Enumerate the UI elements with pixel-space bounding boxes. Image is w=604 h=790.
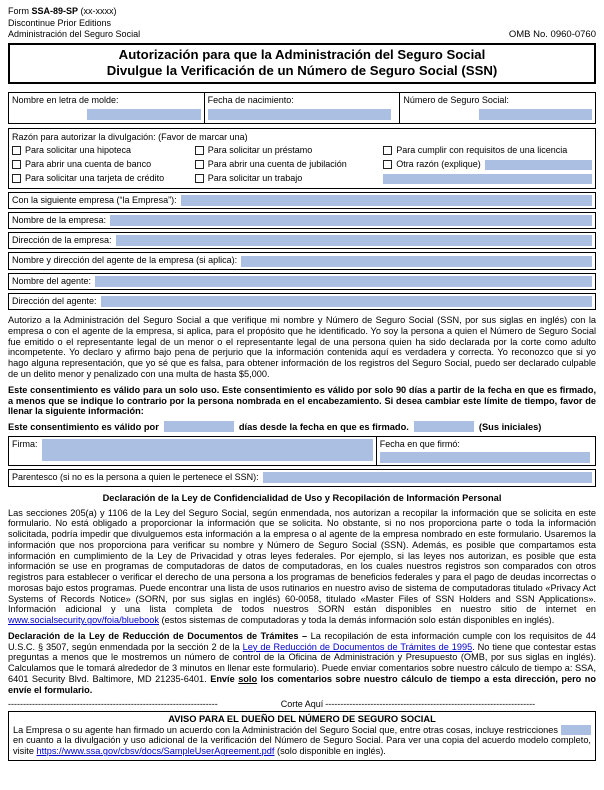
notice-field-input[interactable] [561, 725, 591, 735]
form-number-line [8, 6, 140, 18]
cut-dashes-left: ---------------------------------------------------------------------- [8, 698, 218, 709]
con-empresa-label: Con la siguiente empresa (“la Empresa”): [12, 194, 177, 205]
paperwork-text-1: La recopilación de esta información cumple con los requisitos de 44 U.S.C. § 3507, según enmendada por la sección 2 de la [8, 630, 596, 652]
checkbox-licencia[interactable] [383, 146, 392, 155]
con-empresa-input[interactable] [181, 195, 592, 206]
paperwork-bold-2: los comentarios sobre nuestro cálculo de tiempo a esta dirección, pero no envíe el formulario. [8, 674, 596, 695]
personal-info-row [8, 92, 596, 123]
reason-option-label: Para solicitar un trabajo [207, 172, 303, 183]
cut-here-label: Corte Aquí [280, 698, 324, 709]
form-number: SSA-89-SP [31, 6, 79, 16]
direccion-empresa-label: Dirección de la empresa: [12, 235, 112, 246]
privacy-act-paragraph [8, 508, 596, 626]
paperwork-text-2: . No tiene que contestar estas preguntas a menos que le mostremos un número de control de la Oficina de Administración y Presupuesto (OMB, por sus siglas en inglés). Calculamos que le tomará alrededor de 3 minutos en llenar este formulario). Puede enviar comentarios sobre nuestro cálculo de tiempo a: SSA, 6401 Security Blvd. Baltimore, MD 21235-6401. [8, 641, 597, 685]
reason-section [8, 128, 596, 189]
paperwork-heading: Declaración de la Ley de Reducción de Documentos de Trámites – [8, 630, 311, 641]
agency-name: Administración del Seguro Social [8, 29, 141, 40]
reason-option-jubilacion [195, 160, 384, 170]
ssn-cell [400, 93, 595, 122]
firma-input[interactable] [42, 439, 373, 461]
notice-text-2: (solo disponible en inglés). [274, 746, 386, 757]
validity-days-input[interactable] [164, 421, 234, 432]
parentesco-label: Parentesco (si no es la persona a quien le pertenece el SSN): [12, 472, 259, 483]
name-cell [9, 93, 205, 122]
privacy-act-heading: Declaración de la Ley de Confidencialidad de Uso y Recopilación de Información Personal [102, 492, 502, 503]
validity-line [8, 421, 596, 432]
validity-text-1: Este consentimiento es válido por [8, 421, 159, 432]
firma-cell [9, 437, 377, 465]
notice-paragraph [13, 725, 591, 757]
nombre-empresa-label: Nombre de la empresa: [12, 214, 107, 225]
checkbox-otra-razon[interactable] [383, 160, 392, 169]
reason-option-licencia [383, 146, 592, 156]
bluebook-link[interactable]: www.socialsecurity.gov/foia/bluebook [8, 615, 159, 626]
notice-section [8, 711, 596, 761]
direccion-agente-input[interactable] [101, 296, 592, 307]
field-row-direccion-agente [8, 293, 596, 310]
field-row-nombre-empresa [8, 212, 596, 229]
reason-option-tarjeta [12, 174, 195, 184]
reason-option-label: Otra razón (explique) [396, 158, 481, 169]
form-prefix: Form [8, 6, 32, 16]
field-row-con-empresa [8, 192, 596, 209]
cut-dashes-right: ---------------------------------------------------------------------- [325, 698, 536, 709]
ssn-label: Número de Seguro Social: [403, 95, 509, 106]
discontinue-note: Discontinue Prior Editions [8, 17, 112, 28]
otra-razon-explain-cell [383, 174, 592, 184]
fecha-cell [377, 437, 595, 465]
reason-option-hipoteca [12, 146, 195, 156]
fecha-label: Fecha en que firmó: [379, 439, 460, 450]
reason-option-trabajo [195, 174, 384, 184]
checkbox-trabajo[interactable] [195, 174, 204, 183]
dob-label: Fecha de nacimiento: [207, 95, 294, 106]
name-input[interactable] [87, 109, 200, 120]
agente-info-input[interactable] [241, 256, 592, 267]
checkbox-jubilacion[interactable] [195, 160, 204, 169]
nombre-agente-label: Nombre del agente: [12, 275, 92, 286]
signature-row [8, 436, 596, 466]
consent-paragraph: Este consentimiento es válido para un solo uso. Este consentimiento es válido por solo 90 días a partir de la fecha en que es firmado, a menos que se indique lo contrario por la persona nombrada en el encabezamiento. Si desea cambiar este límite de tiempo, favor de llenar la siguiente información: [8, 384, 596, 417]
checkbox-prestamo[interactable] [195, 146, 204, 155]
checkbox-tarjeta[interactable] [12, 174, 21, 183]
reason-option-prestamo [195, 146, 384, 156]
paperwork-bold-1: Envíe [210, 674, 239, 685]
agente-info-label: Nombre y dirección del agente de la empresa (si aplica): [12, 255, 238, 266]
reason-option-label: Para solicitar una tarjeta de crédito [25, 172, 165, 183]
omb-number: OMB No. 0960-0760 [508, 28, 596, 40]
name-label: Nombre en letra de molde: [12, 95, 119, 106]
parentesco-input[interactable] [263, 472, 592, 483]
otra-razon-inline-input[interactable] [485, 160, 592, 170]
pra-1995-link[interactable]: Ley de Reducción de Documentos de Trámites de 1995 [242, 641, 473, 652]
paperwork-bold-solo: solo [238, 674, 258, 685]
nombre-agente-input[interactable] [95, 276, 592, 287]
field-row-agente-info [8, 252, 596, 269]
checkbox-hipoteca[interactable] [12, 146, 21, 155]
form-title-line1: Autorización para que la Administración del Seguro Social [118, 47, 486, 63]
dob-input[interactable] [208, 109, 391, 120]
privacy-text-2: (estos sistemas de computadoras y toda la demás información solo están disponibles en inglés). [159, 615, 555, 626]
form-header [8, 6, 596, 41]
nombre-empresa-input[interactable] [110, 215, 592, 226]
form-id-block [8, 6, 140, 41]
notice-title: AVISO PARA EL DUEÑO DEL NÚMERO DE SEGURO SOCIAL [168, 713, 436, 724]
reason-options-grid [12, 146, 592, 184]
field-row-nombre-agente [8, 273, 596, 290]
ssn-input[interactable] [479, 109, 592, 120]
initials-input[interactable] [414, 421, 474, 432]
form-title-line2: Divulgue la Verificación de un Número de Seguro Social (SSN) [106, 63, 498, 79]
reason-option-banco [12, 160, 195, 170]
authorization-paragraph: Autorizo a la Administración del Seguro Social a que verifique mi nombre y Número de Seguro Social (SSN, por sus siglas en inglés) con la empresa o con el agente de la empresa, si aplica, para el propósito que he identificado. Yo soy la persona a quien el Número de Seguro Social fue emitido o el representante legal de un menor o el representante legal de una persona quien ha sido declarada por la corte como adulto incompetente. Yo declaro y afirmo bajo pena de perjurio que la información contenida aquí es verdadera y correcta. Yo reconozco que si yo hago alguna representación, que yo sé que es falsa, para obtener información de los registros del Seguro Social, puedo ser declarado culpable de un delito menor y penalizado con una multa de hasta $5,000. [8, 315, 596, 379]
reason-option-label: Para solicitar una hipoteca [25, 144, 132, 155]
validity-text-2: días desde la fecha en que es firmado. [238, 421, 409, 432]
form-suffix: (xx-xxxx) [78, 6, 117, 16]
reason-option-label: Para abrir una cuenta de jubilación [207, 158, 347, 169]
reason-option-label: Para cumplir con requisitos de una licencia [396, 144, 568, 155]
reason-option-label: Para abrir una cuenta de banco [25, 158, 152, 169]
parentesco-row [8, 469, 596, 486]
dob-cell [205, 93, 401, 122]
privacy-text-1: Las secciones 205(a) y 1106 de la Ley del Seguro Social, según enmendada, nos autorizan a recopilar la información que se solicita en este formulario. No está obligado a proporcionar la información que se solicita. No obstante, si no nos proporciona parte o toda la información solicitada, podría impedir que divulguemos esta información a la empresa o al agente de la empresa nombrado en este formulario. Usaremos la información que nos proporciona para verificar su nombre y Número de Seguro Social (SSN). Además, es posible que compartamos esta información en cumplimiento de la Ley de Privacidad y otras leyes federales. Por ejemplo, si las leyes nos autorizan, es posible que esta información se use en programas de computadoras de datos de computadoras, en los cuales nuestros registros son comparados con otros registros para establecer o verificar el derecho de una persona a los programas de beneficios federales y para el pago de deudas incorrectas o morosas bajo estos programas. Puede encontrar una lista de usos rutinarios en nuestro aviso de sistema de computadoras titulado «Privacy Act Systems of Records Notice» (SORN, por sus siglas en inglés) 60-0058, titulado «Master Files of SSN Holders and SSN Applications». Información adicional y una lista completa de todos nuestros SORN están disponibles en nuestro sitio de internet en [8, 507, 596, 615]
direccion-agente-label: Dirección del agente: [12, 295, 97, 306]
reason-option-label: Para solicitar un préstamo [207, 144, 313, 155]
checkbox-banco[interactable] [12, 160, 21, 169]
reason-option-otra [383, 160, 592, 170]
otra-razon-explain-input[interactable] [383, 174, 592, 184]
validity-text-3: (Sus iniciales) [478, 421, 542, 432]
reason-heading: Razón para autorizar la divulgación: (Favor de marcar una) [12, 131, 248, 142]
direccion-empresa-input[interactable] [116, 235, 592, 246]
fecha-input[interactable] [380, 452, 590, 463]
field-row-direccion-empresa [8, 232, 596, 249]
sample-agreement-link[interactable]: https://www.ssa.gov/cbsv/docs/SampleUserAgreement.pdf [36, 746, 275, 757]
form-title [8, 43, 596, 84]
paperwork-reduction-paragraph [8, 631, 596, 696]
firma-label: Firma: [12, 439, 38, 450]
notice-text-1: La Empresa o su agente han firmado un acuerdo con la Administración del Seguro Social que, entre otras cosas, incluye restricciones en cuanto a la divulgación y uso adicional de la verificación del Número de Seguro Social. Para ver una copia del acuerdo modelo completo, visite [13, 724, 591, 757]
cut-here-line [8, 699, 596, 709]
